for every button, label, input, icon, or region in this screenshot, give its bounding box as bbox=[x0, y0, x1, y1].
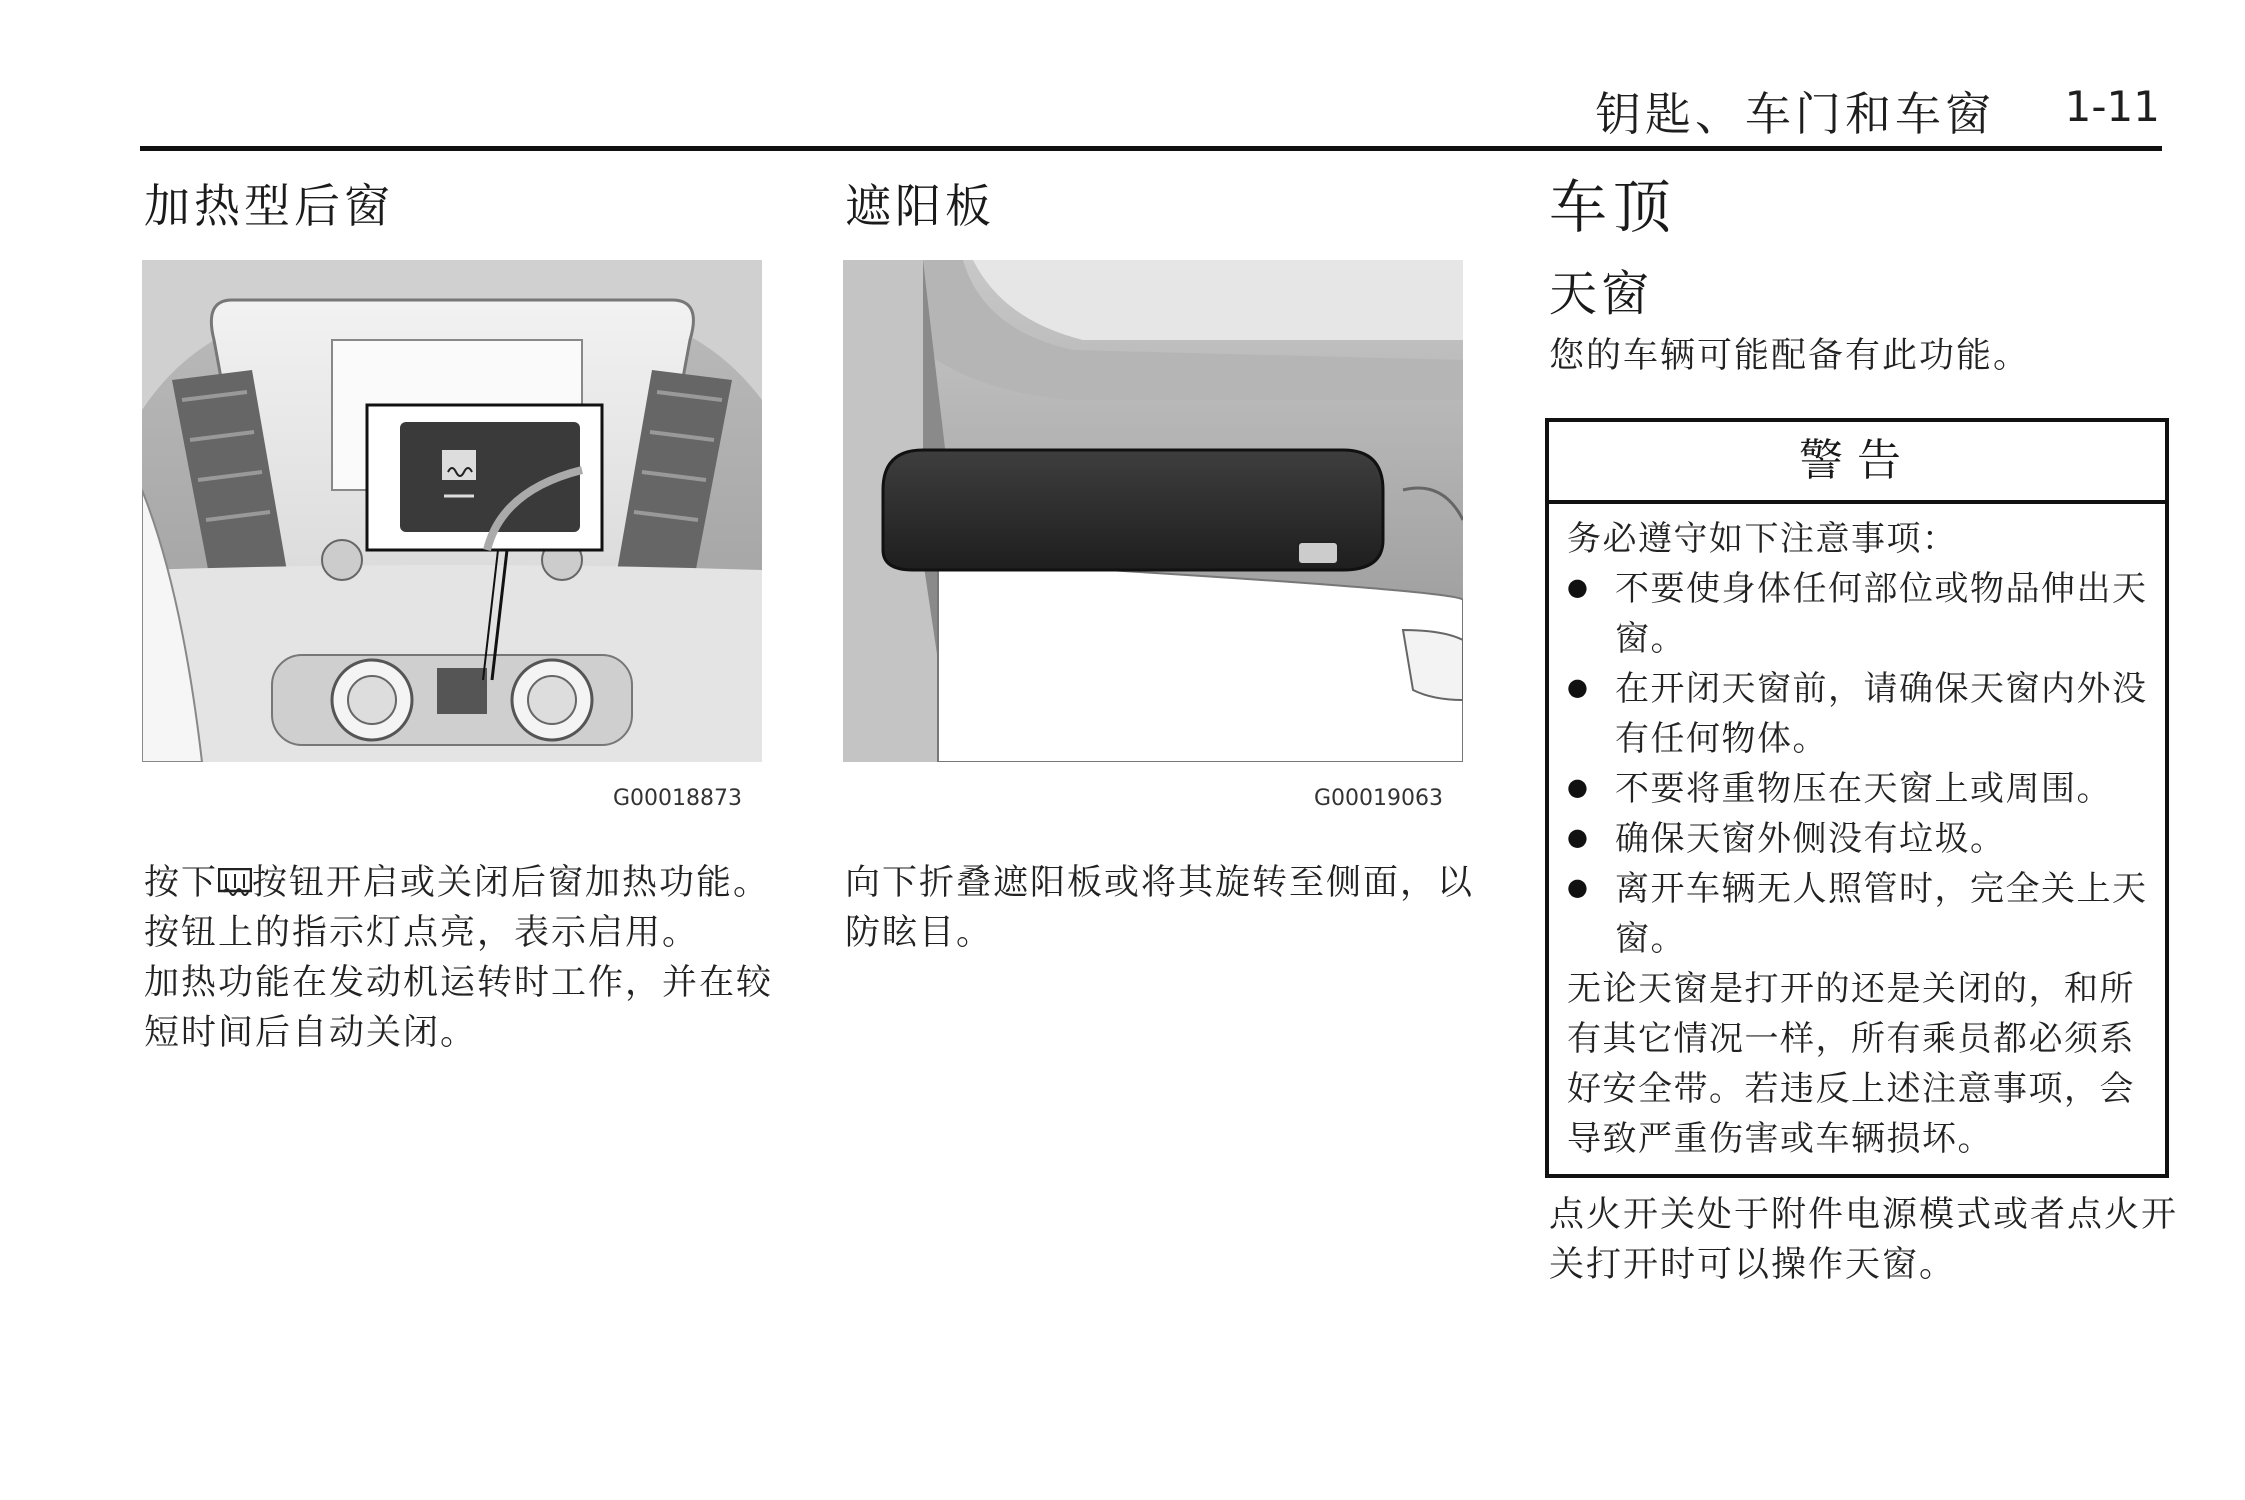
paragraph: 按钮上的指示灯点亮，表示启用。 bbox=[144, 913, 700, 953]
intro-text: 您的车辆可能配备有此功能。 bbox=[1549, 336, 2031, 376]
section-roof bbox=[1547, 168, 2179, 1285]
text-span: 按钮开启或关闭后窗加热功能。 bbox=[252, 863, 771, 903]
section-title: 加热型后窗 bbox=[144, 179, 394, 233]
section-title: 遮阳板 bbox=[845, 179, 995, 233]
section-sun-visor bbox=[843, 168, 1475, 953]
warning-bullets bbox=[1567, 564, 2149, 964]
list-item: ● 在开闭天窗前，请确保天窗内外没有任何物体。 bbox=[1567, 664, 2149, 764]
section-heated-rear-window bbox=[142, 168, 774, 1053]
warning-label: 警告 bbox=[1549, 422, 2165, 504]
subsection-title: 天窗 bbox=[1549, 266, 1654, 322]
sun-visor-text bbox=[845, 858, 1475, 958]
figure-caption: G00018873 bbox=[612, 786, 742, 811]
heated-rear-window-text bbox=[144, 858, 774, 1058]
paragraph bbox=[144, 858, 774, 908]
paragraph: 向下折叠遮阳板或将其旋转至侧面，以防眩目。 bbox=[845, 863, 1475, 953]
warning-box bbox=[1545, 418, 2169, 1178]
page-number: 1-11 bbox=[2064, 82, 2160, 131]
rear-defog-icon bbox=[218, 862, 252, 892]
sun-visor-illustration bbox=[843, 260, 1463, 762]
page-header bbox=[140, 60, 2160, 150]
list-item: ● 不要将重物压在天窗上或周围。 bbox=[1567, 764, 2149, 814]
paragraph: 加热功能在发动机运转时工作，并在较短时间后自动关闭。 bbox=[144, 963, 774, 1053]
dashboard-illustration bbox=[142, 260, 762, 762]
sunroof-operation-text: 点火开关处于附件电源模式或者点火开关打开时可以操作天窗。 bbox=[1549, 1195, 2179, 1285]
list-item: ● 不要使身体任何部位或物品伸出天窗。 bbox=[1567, 564, 2149, 664]
text-span: 按下 bbox=[144, 863, 219, 903]
warning-body bbox=[1549, 504, 2165, 1164]
chapter-title: 钥匙、车门和车窗 bbox=[1595, 87, 1995, 141]
warning-lead: 务必遵守如下注意事项： bbox=[1567, 519, 1958, 559]
list-item: ● 确保天窗外侧没有垃圾。 bbox=[1567, 814, 2149, 864]
list-item: ● 离开车辆无人照管时，完全关上天窗。 bbox=[1567, 864, 2149, 964]
warning-closing: 无论天窗是打开的还是关闭的，和所有其它情况一样，所有乘员都必须系好安全带。若违反上述注意事项，会导致严重伤害或车辆损坏。 bbox=[1567, 969, 2135, 1159]
figure-caption: G00019063 bbox=[1313, 786, 1443, 811]
chapter-section-title: 车顶 bbox=[1549, 173, 1678, 241]
header-rule bbox=[140, 146, 2162, 151]
